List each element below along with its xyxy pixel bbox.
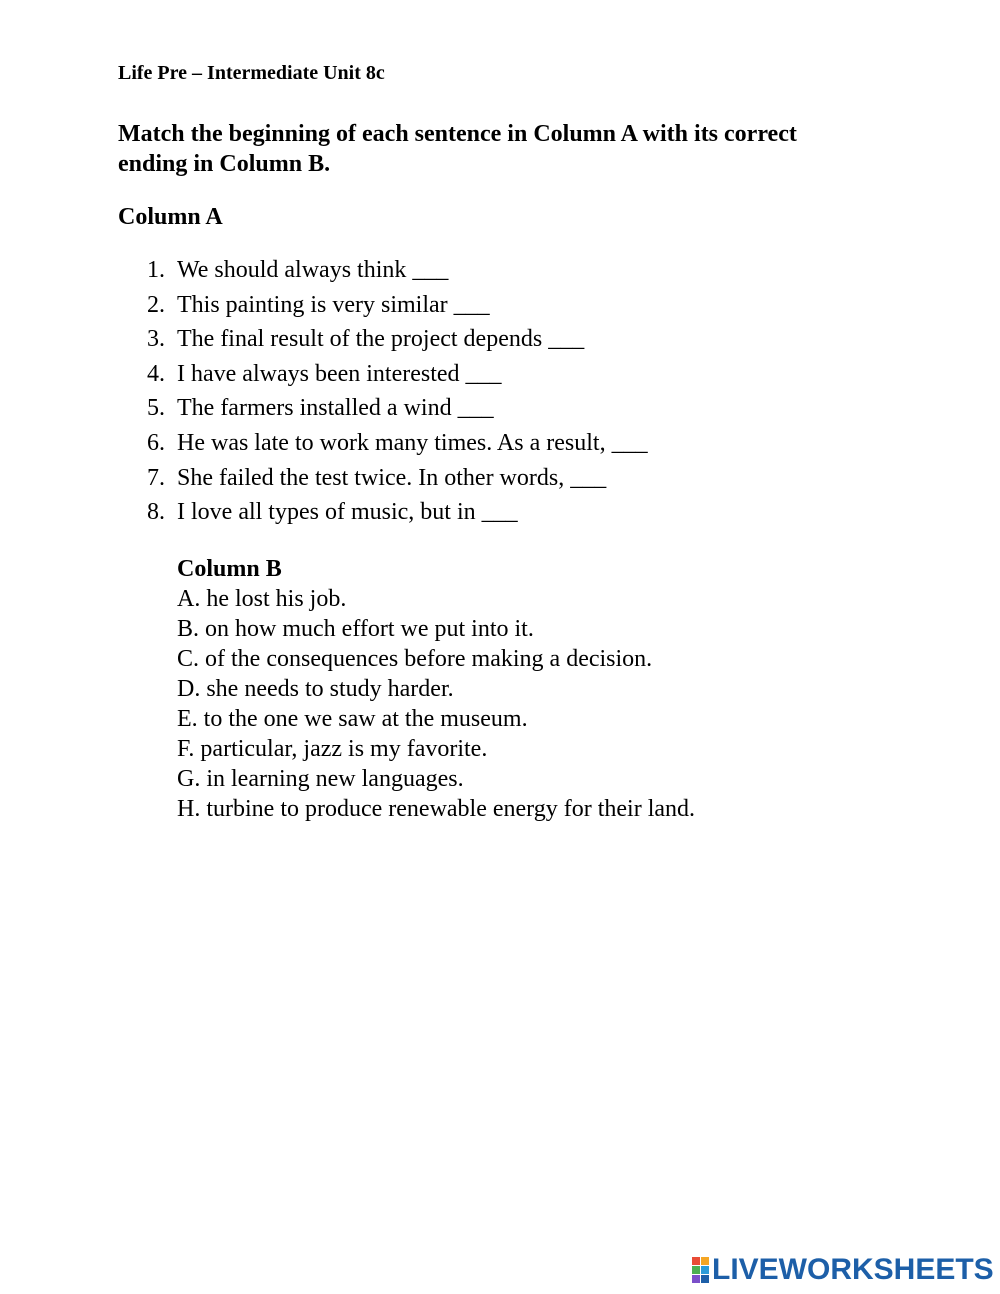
column-a-item	[118, 496, 648, 531]
column-a-item-text: I love all types of music, but in ___	[177, 499, 518, 526]
column-a-item-number: 4.	[147, 360, 165, 387]
column-b-list	[177, 584, 695, 824]
logo-text: LIVEWORKSHEETS	[712, 1253, 994, 1286]
column-a-item-number: 2.	[147, 291, 165, 318]
column-a-item-number: 5.	[147, 395, 165, 422]
column-b-item: A. he lost his job.	[177, 586, 347, 612]
column-a-item-text: He was late to work many times. As a result, ___	[177, 429, 648, 456]
column-a-item-number: 1.	[147, 257, 165, 283]
column-a-item	[118, 358, 648, 393]
column-a-heading: Column A	[118, 204, 223, 230]
column-a-item	[118, 254, 648, 289]
column-a-item-number: 6.	[147, 429, 165, 456]
column-b-heading: Column B	[177, 556, 282, 582]
column-a-item-text: The farmers installed a wind ___	[177, 395, 494, 422]
column-a-item-text: The final result of the project depends ___	[177, 326, 585, 353]
instructions-line-2: ending in Column B.	[118, 151, 331, 177]
column-a-item	[118, 392, 648, 427]
column-a-list	[118, 254, 648, 531]
column-a-item-number: 3.	[147, 326, 165, 353]
column-b-item: E. to the one we saw at the museum.	[177, 706, 528, 732]
column-b-item: D. she needs to study harder.	[177, 676, 454, 702]
column-b-item: B. on how much effort we put into it.	[177, 616, 534, 642]
column-b-item: C. of the consequences before making a decision.	[177, 646, 653, 672]
liveworksheets-logo	[692, 1254, 994, 1286]
column-a-item-text: I have always been interested ___	[177, 360, 502, 387]
liveworksheets-logo-icon	[692, 1257, 709, 1283]
column-a-item	[118, 289, 648, 324]
column-b-item: F. particular, jazz is my favorite.	[177, 736, 488, 762]
column-a-item	[118, 323, 648, 358]
column-a-item-text: We should always think ___	[177, 257, 449, 283]
column-a-item	[118, 427, 648, 462]
column-a-item-text: She failed the test twice. In other words, ___	[177, 464, 607, 491]
column-b-item: G. in learning new languages.	[177, 766, 464, 792]
column-a-item	[118, 462, 648, 497]
column-b-item: H. turbine to produce renewable energy for their land.	[177, 796, 696, 822]
column-a-item-number: 7.	[147, 464, 165, 491]
column-a-item-number: 8.	[147, 499, 165, 526]
instructions	[118, 119, 898, 179]
document-header: Life Pre – Intermediate Unit 8c	[118, 62, 385, 84]
instructions-line-1: Match the beginning of each sentence in Column A with its correct	[118, 121, 797, 147]
column-a-item-text: This painting is very similar ___	[177, 291, 490, 318]
